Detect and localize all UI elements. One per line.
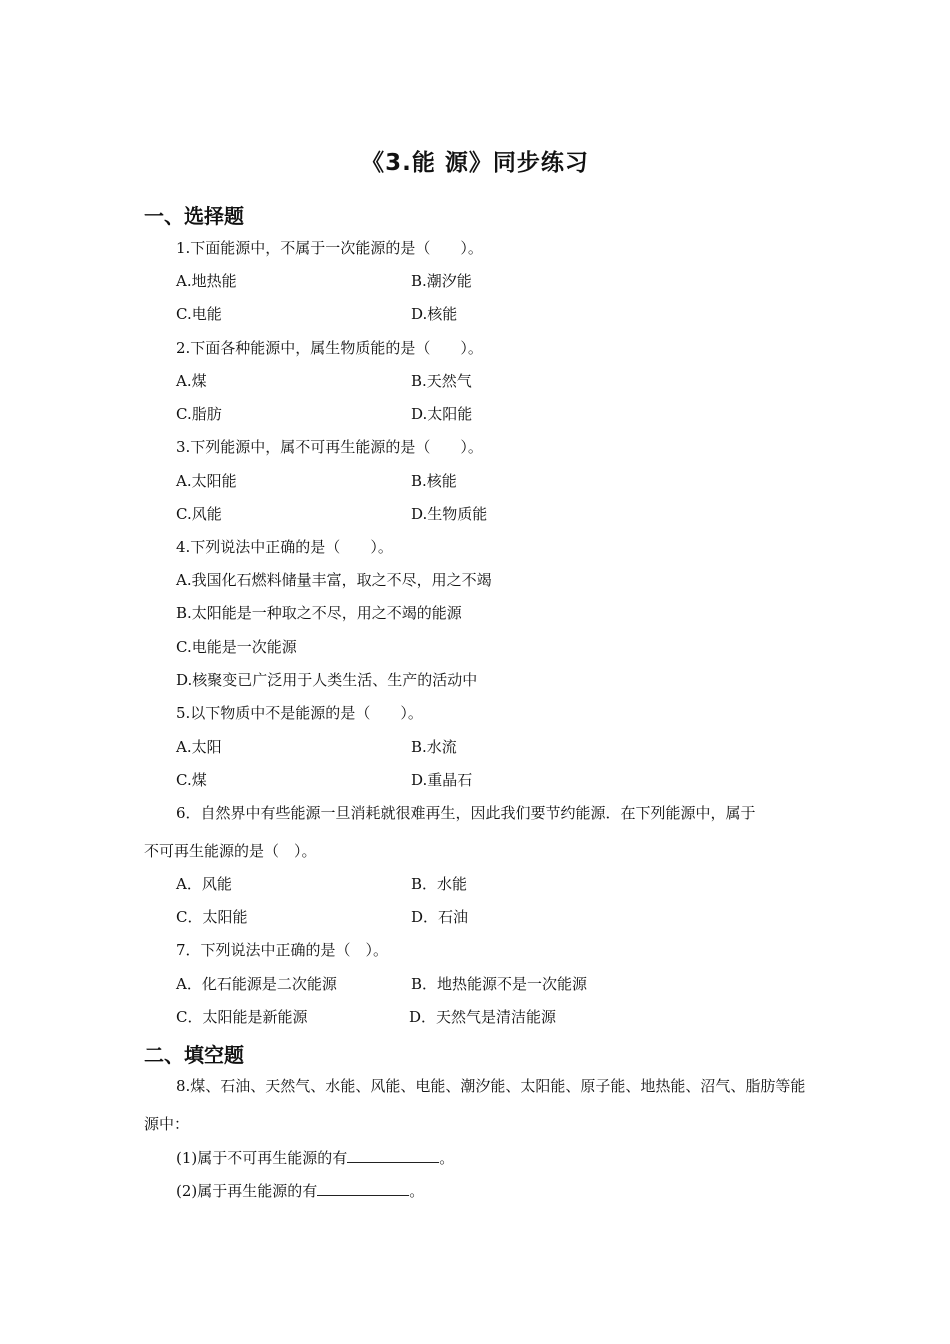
question-4-option-b: B.太阳能是一种取之不尽，用之不竭的能源 xyxy=(176,604,462,622)
question-3-stem: 3.下列能源中，属不可再生能源的是（ ）。 xyxy=(176,438,483,456)
question-4-option-d: D.核聚变已广泛用于人类生活、生产的活动中 xyxy=(176,671,478,689)
question-6-option-d: D．石油 xyxy=(411,908,469,926)
question-4-option-a: A.我国化石燃料储量丰富，取之不尽，用之不竭 xyxy=(176,571,492,589)
question-3-option-d: D.生物质能 xyxy=(411,505,488,523)
question-5-option-d: D.重晶石 xyxy=(411,771,473,789)
question-3-option-a: A.太阳能 xyxy=(176,472,237,490)
answer-blank-2[interactable] xyxy=(317,1181,409,1196)
question-7-stem: 7．下列说法中正确的是（ ）。 xyxy=(176,941,389,959)
question-7-option-b: B．地热能源不是一次能源 xyxy=(411,975,588,993)
question-3-option-b: B.核能 xyxy=(411,472,457,490)
question-7-option-a: A．化石能源是二次能源 xyxy=(176,975,337,993)
question-3-option-c: C.风能 xyxy=(176,505,222,523)
question-2-option-c: C.脂肪 xyxy=(176,405,222,423)
question-5-option-a: A.太阳 xyxy=(176,738,222,756)
question-8-sub2-text: (2)属于再生能源的有 xyxy=(176,1182,318,1200)
question-8-sub1-end: 。 xyxy=(439,1149,455,1167)
question-7-option-c: C．太阳能是新能源 xyxy=(176,1008,308,1026)
question-5-option-b: B.水流 xyxy=(411,738,457,756)
question-8-stem-line1: 8.煤、石油、天然气、水能、风能、电能、潮汐能、太阳能、原子能、地热能、沼气、脂肪等能 xyxy=(176,1077,806,1095)
question-8-sub2 xyxy=(176,1181,424,1201)
question-2-option-a: A.煤 xyxy=(176,372,207,390)
question-6-stem-line1: 6．自然界中有些能源一旦消耗就很难再生，因此我们要节约能源．在下列能源中，属于 xyxy=(176,804,756,822)
question-6-option-c: C．太阳能 xyxy=(176,908,248,926)
question-8-sub1 xyxy=(176,1148,454,1168)
question-1-option-c: C.电能 xyxy=(176,305,222,323)
section-heading-choice: 一、选择题 xyxy=(144,204,244,228)
question-2-option-b: B.天然气 xyxy=(411,372,472,390)
question-1-stem: 1.下面能源中，不属于一次能源的是（ ）。 xyxy=(176,239,483,257)
question-4-option-c: C.电能是一次能源 xyxy=(176,638,297,656)
section-heading-fill: 二、填空题 xyxy=(144,1043,244,1067)
question-1-option-a: A.地热能 xyxy=(176,272,237,290)
answer-blank-1[interactable] xyxy=(347,1148,439,1163)
question-8-sub2-end: 。 xyxy=(409,1182,425,1200)
question-6-option-a: A．风能 xyxy=(176,875,232,893)
question-2-stem: 2.下面各种能源中，属生物质能的是（ ）。 xyxy=(176,339,483,357)
page-title: 《3.能 源》同步练习 xyxy=(361,150,589,176)
question-8-stem-line2: 源中： xyxy=(144,1115,190,1133)
question-4-stem: 4.下列说法中正确的是（ ）。 xyxy=(176,538,393,556)
question-1-option-d: D.核能 xyxy=(411,305,458,323)
question-6-option-b: B．水能 xyxy=(411,875,468,893)
question-2-option-d: D.太阳能 xyxy=(411,405,473,423)
question-5-stem: 5.以下物质中不是能源的是（ ）。 xyxy=(176,704,423,722)
question-6-stem-line2: 不可再生能源的是（ ）。 xyxy=(144,842,317,860)
question-7-option-d: D．天然气是清洁能源 xyxy=(409,1008,557,1026)
question-5-option-c: C.煤 xyxy=(176,771,207,789)
question-1-option-b: B.潮汐能 xyxy=(411,272,472,290)
question-8-sub1-text: (1)属于不可再生能源的有 xyxy=(176,1149,348,1167)
